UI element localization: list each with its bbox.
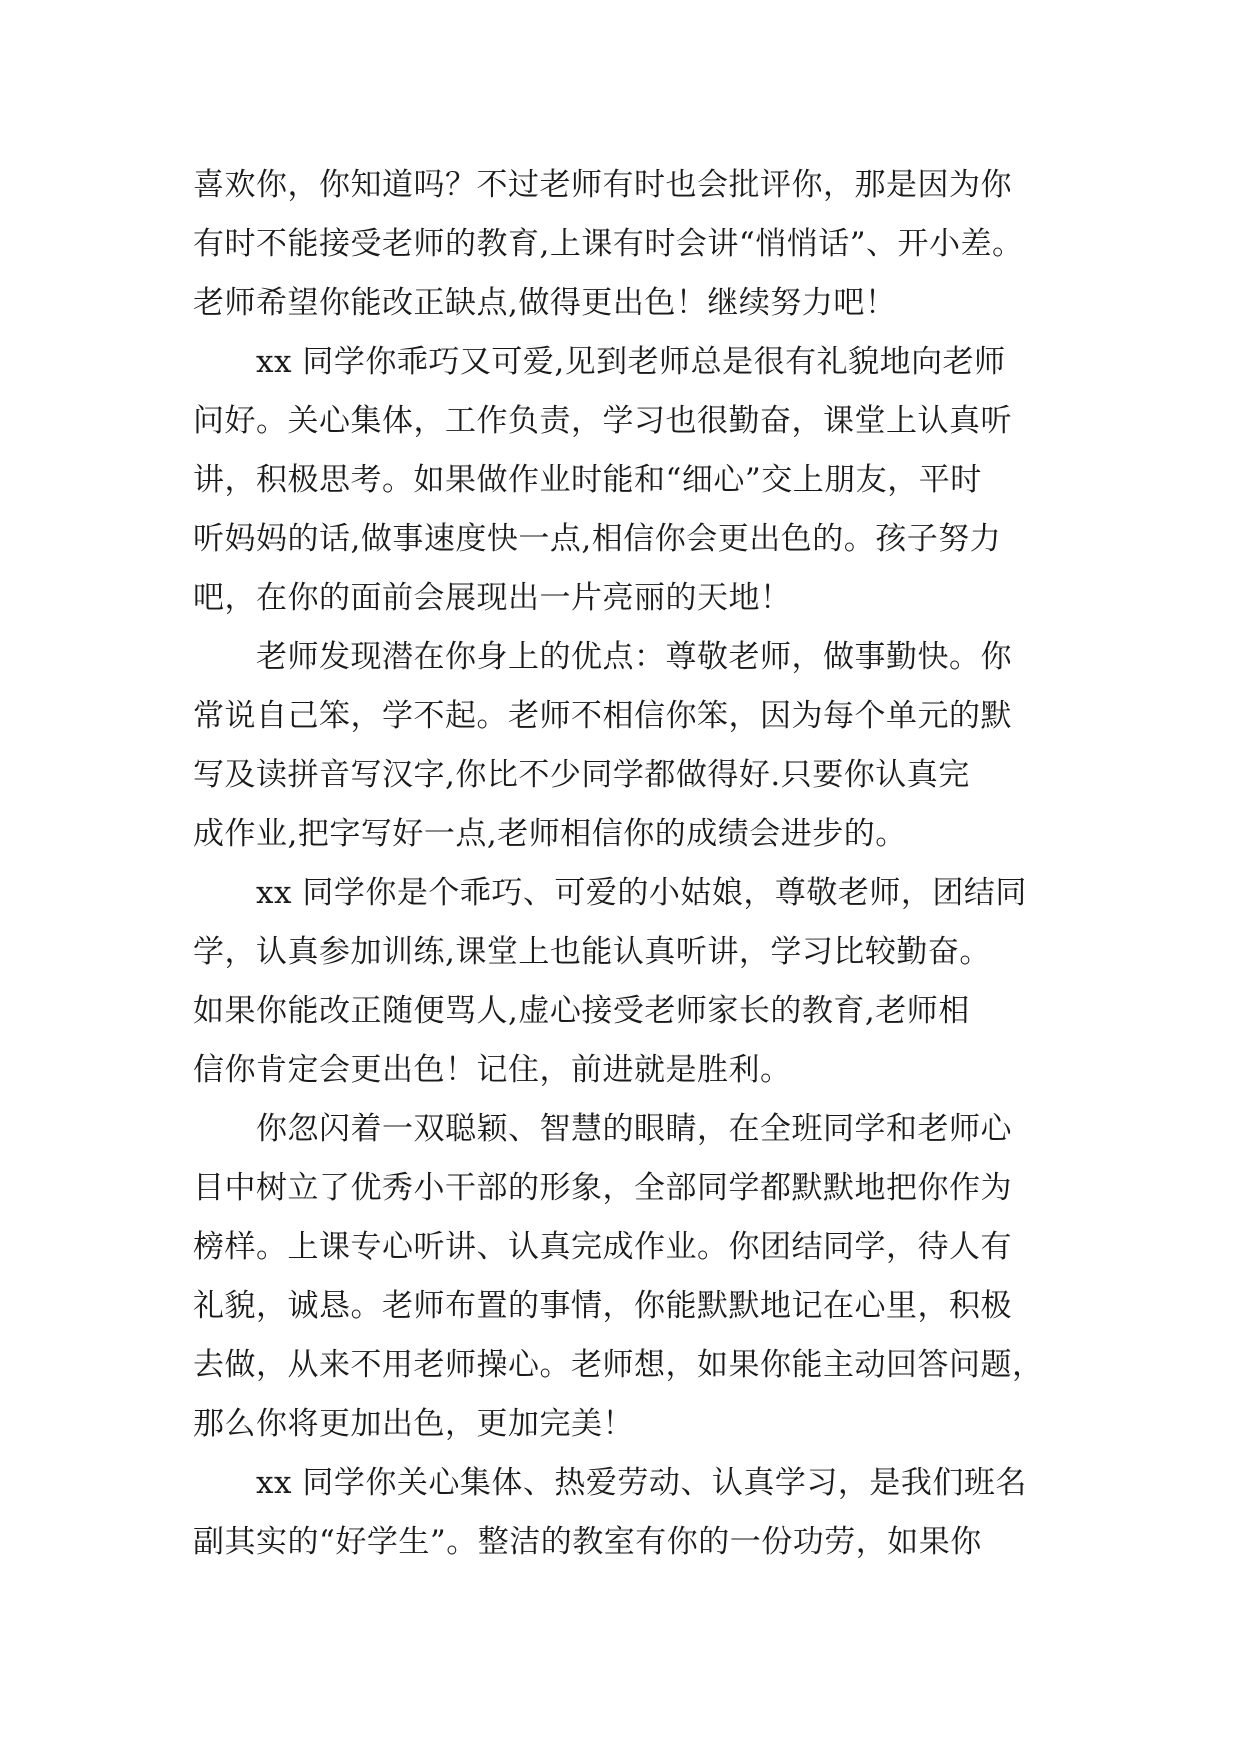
text-line: 副其实的“好学生”。整洁的教室有你的一份功劳，如果你 [193, 1524, 982, 1560]
text-line: xx 同学你乖巧又可爱,见到老师总是很有礼貌地向老师 [256, 344, 1006, 380]
text-line: 有时不能接受老师的教育,上课有时会讲“悄悄话”、开小差。 [193, 226, 1024, 262]
text-line: 问好。关心集体，工作负责，学习也很勤奋，课堂上认真听 [193, 403, 1012, 439]
text-line: 如果你能改正随便骂人,虚心接受老师家长的教育,老师相 [193, 993, 970, 1029]
text-line: 榜样。上课专心听讲、认真完成作业。你团结同学，待人有 [193, 1229, 1012, 1265]
text-line: 老师发现潜在你身上的优点：尊敬老师，做事勤快。你 [256, 639, 1012, 675]
text-line: xx 同学你关心集体、热爱劳动、认真学习，是我们班名 [256, 1465, 1027, 1501]
text-line: 喜欢你，你知道吗？不过老师有时也会批评你，那是因为你 [193, 167, 1012, 203]
text-line: 学，认真参加训练,课堂上也能认真听讲，学习比较勤奋。 [193, 934, 991, 970]
text-line: 吧，在你的面前会展现出一片亮丽的天地！ [193, 580, 792, 616]
text-line: 讲，积极思考。如果做作业时能和“细心”交上朋友，平时 [193, 462, 982, 498]
text-line: 你忽闪着一双聪颖、智慧的眼睛，在全班同学和老师心 [256, 1111, 1012, 1147]
text-line: 信你肯定会更出色！记住，前进就是胜利。 [193, 1052, 792, 1088]
text-line: 成作业,把字写好一点,老师相信你的成绩会进步的。 [193, 816, 907, 852]
text-line: 常说自己笨，学不起。老师不相信你笨，因为每个单元的默 [193, 698, 1012, 734]
text-line: 写及读拼音写汉字,你比不少同学都做得好.只要你认真完 [193, 757, 970, 793]
text-line: xx 同学你是个乖巧、可爱的小姑娘，尊敬老师，团结同 [256, 875, 1027, 911]
text-line: 去做，从来不用老师操心。老师想，如果你能主动回答问题， [193, 1347, 1044, 1383]
text-line: 礼貌，诚恳。老师布置的事情，你能默默地记在心里，积极 [193, 1288, 1012, 1324]
text-line: 那么你将更加出色，更加完美！ [193, 1406, 634, 1442]
text-line: 老师希望你能改正缺点,做得更出色！继续努力吧！ [193, 285, 897, 321]
text-line: 听妈妈的话,做事速度快一点,相信你会更出色的。孩子努力 [193, 521, 1002, 557]
text-line: 目中树立了优秀小干部的形象，全部同学都默默地把你作为 [193, 1170, 1012, 1206]
